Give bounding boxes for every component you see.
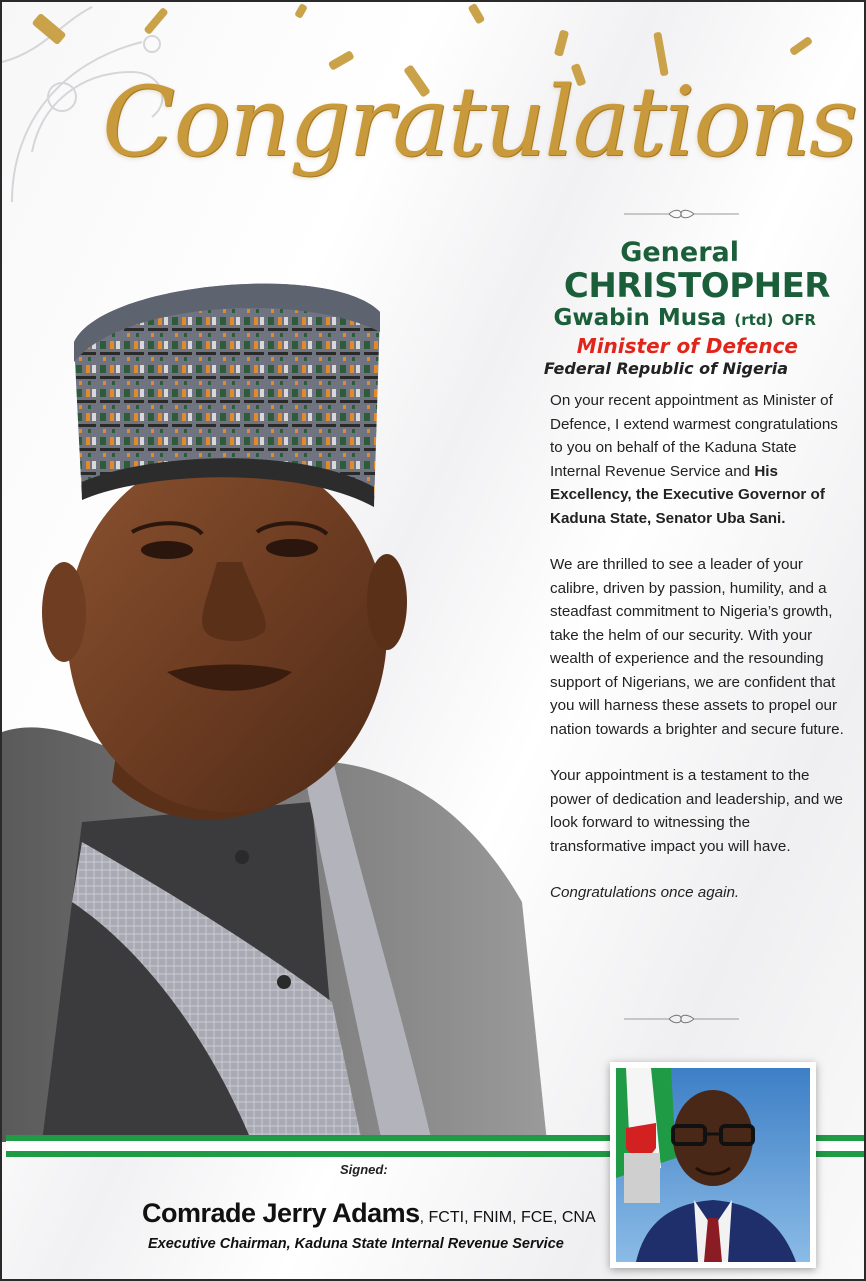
signatory-line bbox=[142, 1198, 596, 1229]
signatory-credentials: , FCTI, FNIM, FCE, CNA bbox=[419, 1209, 596, 1226]
honoree-portrait bbox=[2, 242, 562, 1142]
honoree-first-name: CHRISTOPHER bbox=[563, 266, 830, 306]
signatory-name: Comrade Jerry Adams bbox=[142, 1198, 420, 1228]
message-p1-intro: On your recent appointment as Minister of Defence, I extend warmest congratulations to you on behalf of the Kaduna State Internal Revenue Service and bbox=[550, 392, 838, 480]
message-paragraph-3: Your appointment is a testament to the power of dedication and leadership, and we look forward to witnessing the transformative impact you will have. bbox=[550, 767, 843, 855]
message-p1-bold: His Excellency, the Executive Governor of Kaduna State, Senator Uba Sani. bbox=[550, 462, 825, 527]
divider-ornament-bottom bbox=[624, 1014, 739, 1024]
headline bbox=[102, 42, 857, 202]
honoree-surname: Gwabin Musa bbox=[553, 305, 727, 331]
headline-text: Congratulations bbox=[102, 66, 857, 178]
honoree-country: Federal Republic of Nigeria bbox=[543, 359, 788, 378]
message-paragraph-1 bbox=[550, 389, 845, 530]
signatory-photo-frame bbox=[610, 1062, 816, 1268]
divider-ornament-top bbox=[624, 209, 739, 219]
honoree-honour: OFR bbox=[781, 311, 816, 329]
honoree-post: Minister of Defence bbox=[576, 334, 798, 358]
signed-label: Signed: bbox=[340, 1162, 388, 1177]
honoree-surname-line bbox=[522, 304, 842, 334]
honoree-rtd: (rtd) bbox=[734, 311, 774, 329]
message-closing: Congratulations once again. bbox=[550, 884, 740, 901]
signatory-photo bbox=[616, 1068, 810, 1262]
honoree-rank: General bbox=[620, 237, 739, 268]
signatory-title: Executive Chairman, Kaduna State Internal Revenue Service bbox=[148, 1236, 564, 1252]
message-body bbox=[550, 389, 845, 928]
honoree-block bbox=[522, 238, 842, 380]
message-paragraph-2: We are thrilled to see a leader of your calibre, driven by passion, humility, and a steadfast commitment to Nigeria’s growth, take the helm of our security. With your wealth of experience and the resounding support of Nigerians, we are confident that you will harness these assets to propel our nation towards a brighter and secure future. bbox=[550, 556, 844, 738]
